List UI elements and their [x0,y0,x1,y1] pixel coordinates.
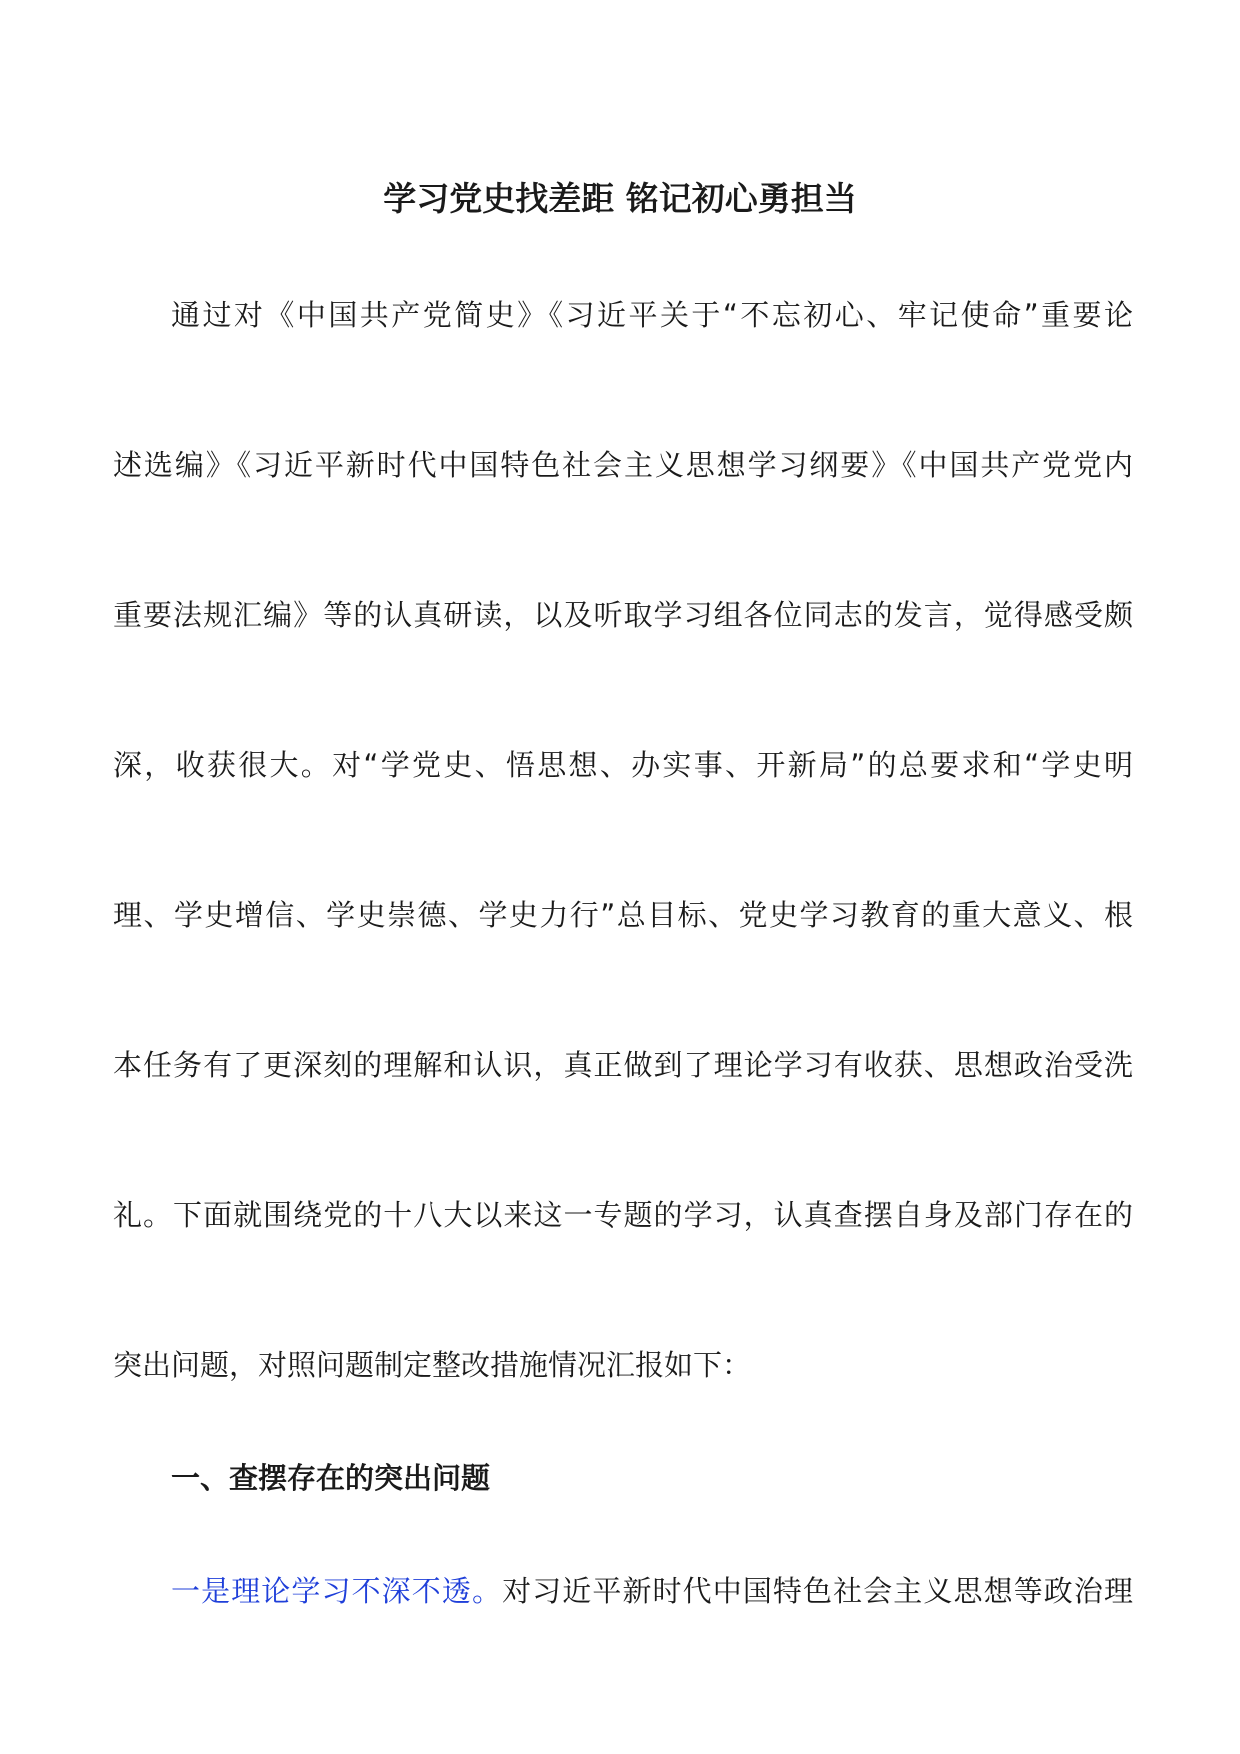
intro-line-1: 通过对《中国共产党简史》《习近平关于“不忘初心、牢记使命”重要论 [171,298,1133,332]
point-1-line [171,1569,1133,1613]
document-title: 学习党史找差距 铭记初心勇担当 [383,179,857,218]
point-1-text: 对习近平新时代中国特色社会主义思想等政治理 [502,1574,1133,1608]
intro-line-7: 礼。下面就围绕党的十八大以来这一专题的学习，认真查摆自身及部门存在的 [113,1198,1133,1232]
point-1-highlight: 一是理论学习不深不透。 [171,1574,503,1608]
intro-line-3: 重要法规汇编》等的认真研读，以及听取学习组各位同志的发言，觉得感受颇 [113,598,1133,632]
intro-line-6: 本任务有了更深刻的理解和认识，真正做到了理论学习有收获、思想政治受洗 [113,1048,1133,1082]
section-heading: 一、查摆存在的突出问题 [171,1461,491,1495]
intro-line-4: 深，收获很大。对“学党史、悟思想、办实事、开新局”的总要求和“学史明 [113,748,1133,782]
intro-line-2: 述选编》《习近平新时代中国特色社会主义思想学习纲要》《中国共产党党内 [113,448,1133,482]
intro-line-5: 理、学史增信、学史崇德、学史力行”总目标、党史学习教育的重大意义、根 [113,898,1133,932]
intro-line-8: 突出问题，对照问题制定整改措施情况汇报如下： [113,1348,752,1382]
